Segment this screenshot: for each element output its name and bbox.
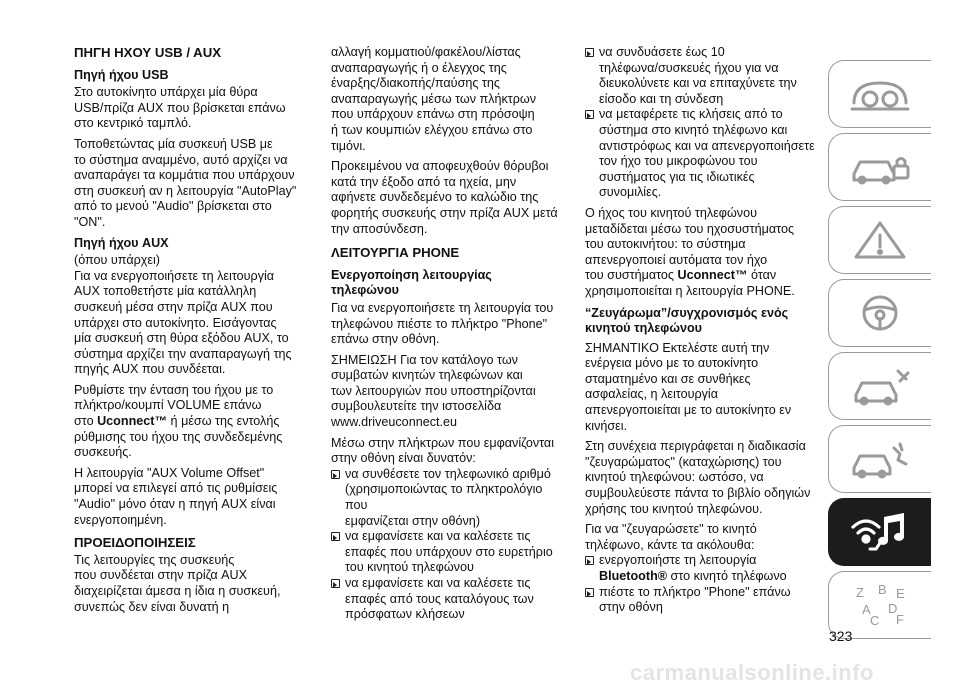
car-crash-icon [848,438,912,480]
bullet-icon [331,579,340,588]
bullet-icon [585,588,594,597]
tab-dashboard[interactable] [828,60,931,128]
bullet-icon [585,556,594,565]
paragraph: Προκειμένου να αποφευχθούν θόρυβοι κατά την έξοδο από τα ηχεία, μην αφήνετε συνδεδεμένο το καλώδιο της φορητής συσκευής στην πρίζα AUX μετά την αποσύνδεση. [331,159,558,236]
chapter-tabs [828,60,931,644]
important-paragraph: ΣΗΜΑΝΤΙΚΟ Εκτελέστε αυτή την ενέργεια μόνο με το αυτοκίνητο σταματημένο και σε συνθήκες ασφαλείας, η λειτουργία απενεργοποιείται με το αυτοκίνητο εν κινήσει. [585,340,792,433]
paragraph: Στη συνέχεια περιγράφεται η διαδικασία "ζευγαρώματος" (καταχώρισης) του κινητού τηλεφώνου: ωστόσο, να συμβουλεύεστε πάντα το βιβλίο οδηγιών χρήσης του κινητού τηλεφώνου. [585,439,811,516]
list-item-text: να εμφανίσετε και να καλέσετε τις επαφές από τους καταλόγους των πρόσφατων κλήσεων [345,576,534,622]
note-paragraph: ΣΗΜΕΙΩΣΗ Για τον κατάλογο των συμβατών κινητών τηλεφώνων και των λειτουργιών που υποστηρίζονται συμβουλευτείτε την ιστοσελίδα www.driveuconnect.eu [331,352,536,430]
tab-safety[interactable] [828,133,931,201]
steering-wheel-icon [848,292,912,334]
multimedia-icon [848,509,912,555]
text-span: στο κινητό τηλέφωνο [667,569,787,583]
svg-text:D: D [888,601,898,616]
list-item-text: να εμφανίσετε και να καλέσετε τις επαφές που υπάρχουν στο ευρετήριο του κινητού τηλεφώνου [345,529,553,575]
paragraph: Για να ενεργοποιήσετε τη λειτουργία του τηλεφώνου πιέστε το πλήκτρο "Phone" επάνω στην οθόνη. [331,300,554,347]
list-item-text [599,553,817,584]
bullet-icon [331,470,340,479]
uconnect-brand: Uconnect™ [97,414,168,429]
warning-triangle-icon [848,219,912,261]
uconnect-brand: Uconnect™ [677,268,748,283]
list-item [331,467,563,529]
svg-text:B: B [878,582,887,597]
list-item-text: να μεταφέρετε τις κλήσεις από το σύστημα στο κινητό τηλέφωνο και αντιστρόφως και να απενεργοποιήσετε τον ήχο του μικροφώνου του συστήματος για τις ιδιωτικές συνομιλίες. [599,107,815,200]
list-item [585,553,817,584]
bullet-icon [585,48,594,57]
tab-emergency[interactable] [828,425,931,493]
paragraph: Μέσω στην πλήκτρων που εμφανίζονται στην οθόνη είναι δυνατόν: [331,435,555,466]
svg-text:F: F [896,612,904,627]
text-span: ενεργοποιήστε τη λειτουργία [599,553,757,568]
paragraph: Στο αυτοκίνητο υπάρχει μία θύρα USB/πρίζα AUX που βρίσκεται επάνω στο κεντρικό ταμπλό. [74,85,286,131]
column-3 [585,45,817,616]
column-2 [331,45,563,623]
svg-text:E: E [896,586,905,601]
tab-maintenance[interactable] [828,352,931,420]
list-item [585,107,817,201]
text-span: Ο ήχος του κινητού τηλεφώνου μεταδίδεται μέσω του ηχοσυστήματος του αυτοκινήτου: το σύστημα απενεργοποιεί αυτόματα τον ήχο του συστήματος [585,205,795,283]
heading-warnings: ΠΡΟΕΙΔΟΠΟΙΗΣΕΙΣ [74,535,196,551]
page-number: 323 [829,628,853,644]
text-span: ή μέσω της εντολής ρύθμισης του ήχου της συνδεδεμένης συσκευής. [74,414,283,460]
paragraph [585,206,817,300]
paragraph: Η λειτουργία "AUX Volume Offset" μπορεί να επιλεγεί από τις ρυθμίσεις "Audio" μόνο όταν η πηγή AUX είναι ενεργοποιημένη. [74,465,278,527]
watermark: carmanualsonline.info [630,660,874,685]
text-span: Ρυθμίστε την ένταση του ήχου με το πλήκτρο/κουμπί VOLUME επάνω στο [74,382,274,429]
list-item [585,45,817,107]
heading-phone-activation: Ενεργοποίηση λειτουργίας τηλεφώνου [331,267,492,298]
svg-text:Z: Z [856,585,864,600]
paragraph: Τις λειτουργίες της συσκευής που συνδέεται στην πρίζα AUX διαχειρίζεται άμεσα η ίδια η συσκευή, συνεπώς δεν είναι δυνατή η [74,552,281,614]
car-dashboard-icon [848,73,912,115]
list-item [331,576,563,623]
tab-driving[interactable] [828,279,931,347]
paragraph [74,383,306,461]
svg-text:C: C [870,613,880,628]
bullet-icon [331,532,340,541]
column-1 [74,45,306,620]
list-item [331,529,563,576]
bluetooth-brand: Bluetooth® [599,569,668,583]
car-tools-icon [848,365,912,407]
list-item-text: πιέστε το πλήκτρο "Phone" επάνω στην οθόνη [599,584,791,615]
aux-availability-note: (όπου υπάρχει) [74,253,160,268]
svg-text:A: A [862,602,871,617]
car-lock-icon [848,146,912,188]
paragraph: Για να ενεργοποιήσετε τη λειτουργία AUX τοποθετήστε μία κατάλληλη συσκευή μέσα στην πρίζα AUX που υπάρχει στο αυτοκίνητο. Εισάγοντας μία συσκευή στη θύρα εξόδου AUX, το σύστημα αρχίζει την αναπαραγωγή της πηγής AUX που συνδέεται. [74,268,292,377]
list-item-text: να συνδυάσετε έως 10 τηλέφωνα/συσκευές ήχου για να διευκολύνετε και να επιταχύνετε την είσοδο και τη σύνδεση [599,45,797,106]
list-item [585,585,817,616]
paragraph: Τοποθετώντας μία συσκευή USB με το σύστημα αναμμένο, αυτό αρχίζει να αναπαράγει τα κομμάτια που υπάρχουν στη συσκευή αν η λειτουργία "AutoPlay" από το μενού "Audio" βρίσκεται στο "ON". [74,136,297,229]
tab-warning-lights[interactable] [828,206,931,274]
list-item-text: να συνθέσετε τον τηλεφωνικό αριθμό (χρησιμοποιώντας το πληκτρολόγιο που εμφανίζεται στην οθόνη) [345,466,551,528]
heading-usb-source: Πηγή ήχου USB [74,67,169,82]
section-title-phone: ΛΕΙΤΟΥΡΓΙΑ PHONE [331,245,460,261]
tab-multimedia[interactable] [828,498,931,566]
bullet-icon [585,110,594,119]
heading-aux-source: Πηγή ήχου AUX [74,235,169,250]
paragraph: αλλαγή κομματιού/φακέλου/λίστας αναπαραγωγής ή ο έλεγχος της έναρξης/διακοπής/παύσης της αναπαραγωγής μέσω των πλήκτρων που υπάρχουν επάνω στη πρόσοψη ή των κουμπιών ελέγχου επάνω στο τιμόνι. [331,45,537,153]
heading-phone-pairing: “Ζευγάρωμα”/συγχρονισμός ενός κινητού τηλεφώνου [585,305,789,336]
text-span: όταν χρησιμοποιείται η λειτουργία PHONE. [585,268,795,298]
paragraph: Για να "ζευγαρώσετε" το κινητό τηλέφωνο, κάντε τα ακόλουθα: [585,522,757,552]
section-title-usb-aux: ΠΗΓΗ ΗΧΟΥ USB / AUX [74,45,222,60]
alphabetical-index-icon [848,582,912,628]
